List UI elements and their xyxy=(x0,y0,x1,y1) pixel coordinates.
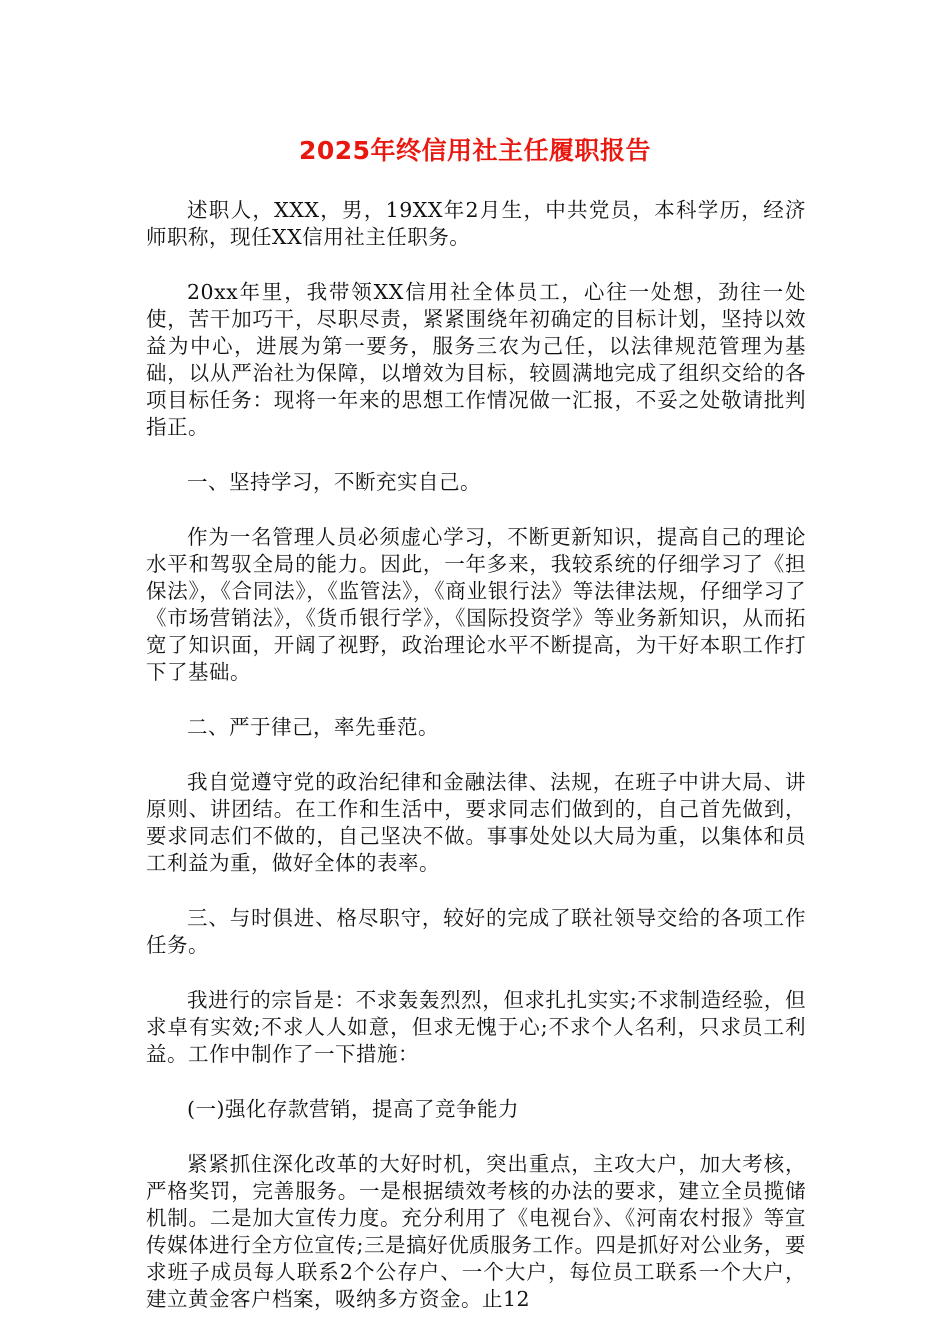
section-heading-1: 一、坚持学习，不断充实自己。 xyxy=(187,470,481,494)
paragraph-summary: 20xx年里，我带领XX信用社全体员工，心往一处想，劲往一处使，苦干加巧干，尽职尽责，紧紧围绕年初确定的目标计划，坚持以效益为中心，进展为第一要务，服务三农为己任，以法律规范管理为基础，以从严治社为保障，以增效为目标，较圆满地完成了组织交给的各项目标任务：现将一年来的思想工作情况做一汇报，不妥之处敬请批判指正。 xyxy=(146,280,806,439)
section-heading-3: 三、与时俱进、格尽职守，较好的完成了联社领导交给的各项工作任务。 xyxy=(146,906,806,957)
paragraph-deposits: 紧紧抓住深化改革的大好时机，突出重点，主攻大户，加大考核，严格奖罚，完善服务。一是根据绩效考核的办法的要求，建立全员揽储机制。二是加大宣传力度。充分利用了《电视台》、《河南农村报》等宣传媒体进行全方位宣传;三是搞好优质服务工作。四是抓好对公业务，要求班子成员每人联系2个公存户、一个大户，每位员工联系一个大户，建立黄金客户档案，吸纳多方资金。止12 xyxy=(146,1152,806,1311)
document-title: 2025年终信用社主任履职报告 xyxy=(298,136,652,165)
paragraph-study: 作为一名管理人员必须虚心学习，不断更新知识，提高自己的理论水平和驾驭全局的能力。因此，一年多来，我较系统的仔细学习了《担保法》，《合同法》，《监管法》，《商业银行法》等法律法规，仔细学习了《市场营销法》，《货币银行学》，《国际投资学》等业务新知识，从而拓宽了知识面，开阔了视野，政治理论水平不断提高，为干好本职工作打下了基础。 xyxy=(146,525,806,684)
paragraph-intro: 述职人，XXX，男，19XX年2月生，中共党员，本科学历，经济师职称，现任XX信用社主任职务。 xyxy=(146,198,806,249)
document-body xyxy=(146,197,806,1341)
paragraph-principles: 我进行的宗旨是：不求轰轰烈烈，但求扎扎实实;不求制造经验，但求卓有实效;不求人人如意，但求无愧于心;不求个人名利，只求员工利益。工作中制作了一下措施： xyxy=(146,988,806,1066)
section-heading-2: 二、严于律己，率先垂范。 xyxy=(187,715,439,739)
subsection-heading-1: (一)强化存款营销，提高了竞争能力 xyxy=(187,1097,519,1121)
paragraph-discipline: 我自觉遵守党的政治纪律和金融法律、法规，在班子中讲大局、讲原则、讲团结。在工作和生活中，要求同志们做到的，自己首先做到，要求同志们不做的，自己坚决不做。事事处处以大局为重，以集体和员工利益为重，做好全体的表率。 xyxy=(146,770,806,875)
